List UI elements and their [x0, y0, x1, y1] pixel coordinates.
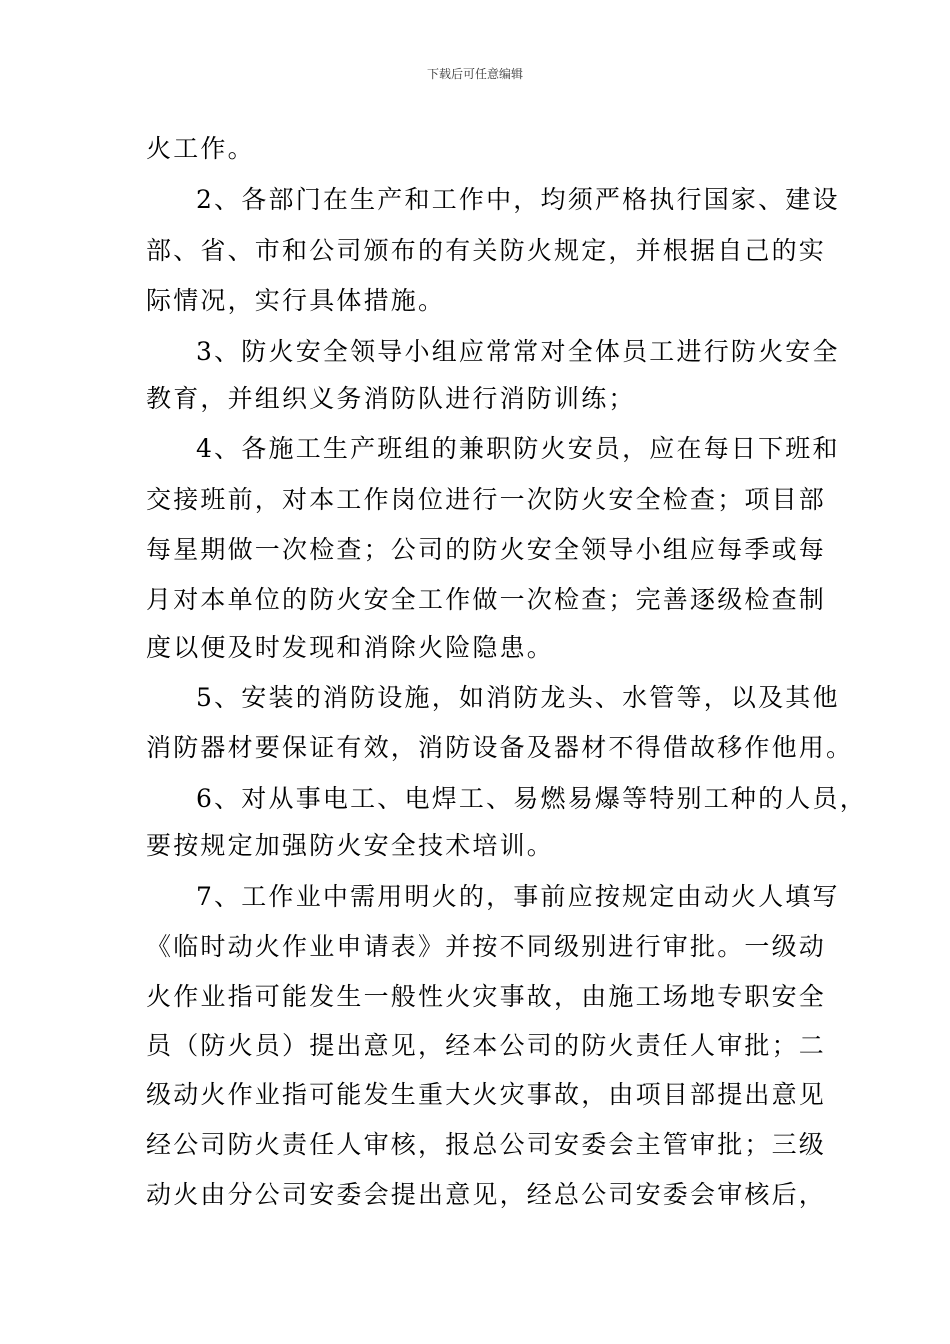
text-line: 交接班前，对本工作岗位进行一次防火安全检查；项目部 — [146, 485, 827, 514]
text-line: 4、各施工生产班组的兼职防火安员，应在每日下班和 — [196, 434, 840, 463]
text-line: 际情况，实行具体措施。 — [146, 286, 446, 315]
text-line: 7、工作业中需用明火的，事前应按规定由动火人填写 — [196, 882, 840, 911]
text-line: 度以便及时发现和消除火险隐患。 — [146, 633, 555, 662]
text-line: 火工作。 — [146, 134, 255, 163]
text-line: 级动火作业指可能发生重大火灾事故，由项目部提出意见 — [146, 1080, 827, 1109]
text-line: 5、安装的消防设施，如消防龙头、水管等，以及其他 — [196, 683, 840, 712]
text-line: 火作业指可能发生一般性火灾事故，由施工场地专职安全 — [146, 982, 827, 1011]
text-line: 动火由分公司安委会提出意见，经总公司安委会审核后， — [146, 1180, 827, 1209]
text-line: 2、各部门在生产和工作中，均须严格执行国家、建设 — [196, 185, 840, 214]
text-line: 6、对从事电工、电焊工、易燃易爆等特别工种的人员， — [196, 784, 867, 813]
text-line: 经公司防火责任人审核，报总公司安委会主管审批；三级 — [146, 1130, 827, 1159]
header-note: 下载后可任意编辑 — [426, 67, 523, 81]
text-line: 员（防火员）提出意见，经本公司的防火责任人审批；二 — [146, 1031, 827, 1060]
text-line: 部、省、市和公司颁布的有关防火规定，并根据自己的实 — [146, 236, 827, 265]
text-line: 消防器材要保证有效，消防设备及器材不得借故移作他用。 — [146, 733, 854, 762]
text-line: 3、防火安全领导小组应常常对全体员工进行防火安全 — [196, 337, 840, 366]
text-line: 《临时动火作业申请表》并按不同级别进行审批。一级动 — [146, 932, 827, 961]
text-line: 教育，并组织义务消防队进行消防训练； — [146, 384, 636, 413]
text-line: 月对本单位的防火安全工作做一次检查；完善逐级检查制 — [146, 585, 827, 614]
text-line: 每星期做一次检查；公司的防火安全领导小组应每季或每 — [146, 535, 827, 564]
text-line: 要按规定加强防火安全技术培训。 — [146, 831, 555, 860]
